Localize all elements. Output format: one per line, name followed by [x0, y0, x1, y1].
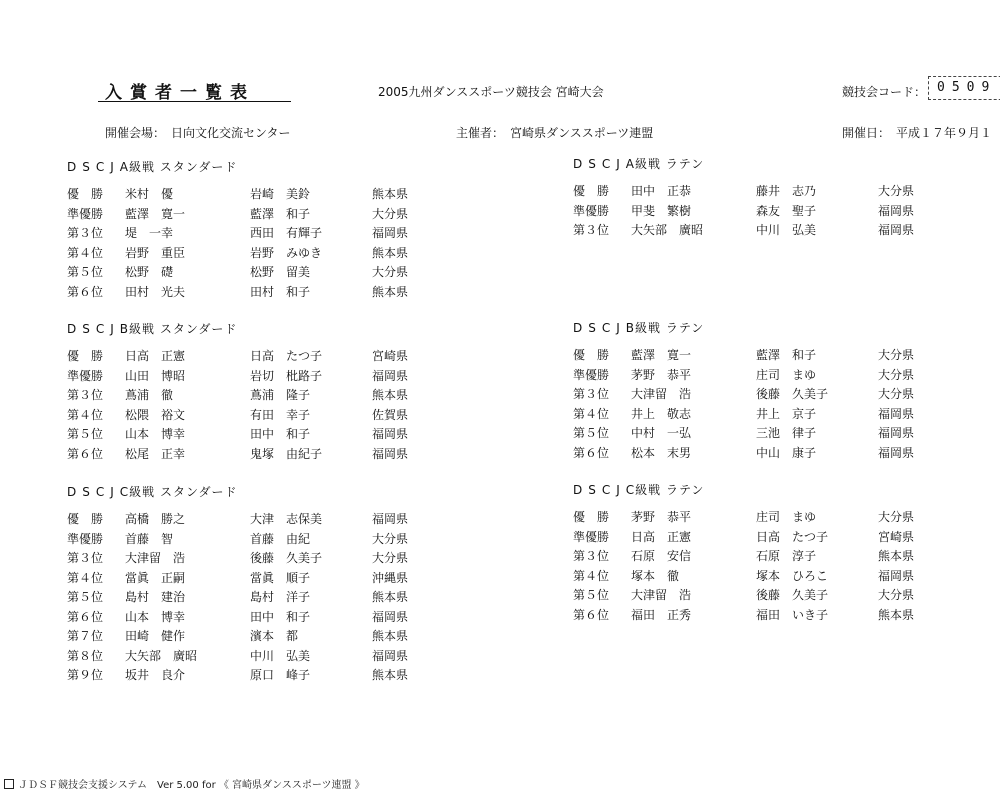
- prefecture: 福岡県: [372, 609, 409, 624]
- rank-cell: 第６位: [67, 446, 104, 461]
- partner-name: 藍澤 和子: [250, 206, 311, 221]
- prefecture: 大分県: [372, 206, 409, 221]
- rank-cell: 第９位: [67, 668, 104, 682]
- prefecture: 大分県: [372, 265, 409, 279]
- leader-name: 井上 敬志: [631, 406, 692, 421]
- partner-name: 大津 志保美: [250, 512, 323, 526]
- venue-text: 開催会場： 日向文化交流センター: [105, 126, 291, 140]
- partner-name: 中山 康子: [756, 445, 817, 460]
- section-a-latin: [573, 155, 915, 241]
- leader-name: 米村 優: [125, 187, 174, 201]
- prefecture: 宮崎県: [878, 529, 915, 544]
- footer-box-icon: [4, 779, 14, 789]
- result-row: [573, 586, 915, 606]
- rank-cell: 準優勝: [67, 531, 104, 546]
- leader-name: 茅野 恭平: [631, 510, 692, 524]
- leader-name: 甲斐 繁樹: [631, 203, 692, 218]
- results-list: [573, 508, 915, 625]
- prefecture: 大分県: [372, 531, 409, 546]
- prefecture: 福岡県: [372, 368, 409, 383]
- result-row: [67, 445, 409, 465]
- rank-cell: 優 勝: [67, 512, 104, 526]
- section-name: C級戦 スタンダード: [119, 485, 238, 499]
- section-a-standard: [67, 158, 409, 302]
- result-row: [573, 424, 915, 444]
- prefecture: 熊本県: [372, 668, 409, 682]
- result-row: [67, 666, 409, 686]
- partner-name: 當眞 順子: [250, 570, 311, 585]
- partner-name: 松野 留美: [250, 265, 311, 279]
- section-title: [67, 158, 237, 176]
- prefecture: 大分県: [878, 510, 915, 524]
- footer-text: ＪＤＳＦ競技会支援システム Ver 5.00 for 《 宮崎県ダンススポーツ連盟 》: [18, 780, 365, 791]
- results-list: [67, 347, 409, 464]
- title-underline: [98, 101, 291, 102]
- leader-name: 中村 一弘: [631, 426, 692, 440]
- partner-name: 藤井 志乃: [756, 184, 817, 198]
- result-row: [67, 569, 409, 589]
- prefecture: 福岡県: [372, 512, 409, 526]
- section-title: [573, 319, 704, 337]
- leader-name: 蔦浦 徹: [125, 388, 174, 402]
- leader-name: 藍澤 寛一: [631, 348, 692, 362]
- result-row: [67, 647, 409, 667]
- rank-cell: 第３位: [67, 226, 104, 240]
- result-row: [67, 283, 409, 303]
- partner-name: 庄司 まゆ: [756, 367, 817, 382]
- section-prefix: DSCJ: [573, 483, 626, 497]
- event-name: 2005九州ダンススポーツ競技会 宮崎大会: [378, 85, 604, 99]
- result-row: [67, 347, 409, 367]
- leader-name: 松本 末男: [631, 445, 692, 460]
- result-row: [67, 263, 409, 283]
- result-row: [573, 508, 915, 528]
- rank-cell: 優 勝: [573, 348, 610, 362]
- leader-name: 當眞 正嗣: [125, 570, 186, 585]
- rank-cell: 第４位: [67, 570, 104, 585]
- result-row: [573, 444, 915, 464]
- leader-name: 山本 博幸: [125, 609, 186, 624]
- partner-name: 濱本 都: [250, 629, 299, 643]
- prefecture: 沖縄県: [372, 570, 409, 585]
- competition-code-box: 0509: [928, 76, 1000, 100]
- partner-name: 鬼塚 由紀子: [250, 446, 323, 461]
- leader-name: 大矢部 廣昭: [631, 223, 704, 237]
- section-title: [67, 320, 237, 338]
- prefecture: 熊本県: [372, 245, 409, 260]
- section-prefix: DSCJ: [67, 160, 120, 174]
- leader-name: 茅野 恭平: [631, 367, 692, 382]
- result-row: [573, 202, 915, 222]
- result-row: [573, 366, 915, 386]
- partner-name: 岩野 みゆき: [250, 245, 323, 260]
- prefecture: 福岡県: [372, 226, 409, 240]
- prefecture: 熊本県: [372, 187, 409, 201]
- partner-name: 森友 聖子: [756, 203, 817, 218]
- leader-name: 藍澤 寛一: [125, 206, 186, 221]
- result-row: [67, 425, 409, 445]
- partner-name: 中川 弘美: [250, 648, 311, 663]
- rank-cell: 準優勝: [67, 368, 104, 383]
- rank-cell: 第４位: [67, 245, 104, 260]
- partner-name: 後藤 久美子: [756, 588, 829, 602]
- partner-name: 有田 幸子: [250, 407, 311, 422]
- prefecture: 熊本県: [372, 629, 409, 643]
- section-name: C級戦 ラテン: [625, 483, 705, 497]
- result-row: [67, 244, 409, 264]
- rank-cell: 準優勝: [573, 203, 610, 218]
- partner-name: 西田 有輝子: [250, 226, 323, 240]
- leader-name: 高橋 勝之: [125, 512, 186, 526]
- result-row: [67, 185, 409, 205]
- leader-name: 日高 正憲: [125, 349, 186, 363]
- leader-name: 堤 一幸: [125, 226, 174, 240]
- results-list: [67, 185, 409, 302]
- result-row: [67, 588, 409, 608]
- rank-cell: 優 勝: [67, 187, 104, 201]
- leader-name: 山本 博幸: [125, 427, 186, 441]
- result-row: [67, 549, 409, 569]
- prefecture: 熊本県: [878, 549, 915, 563]
- result-row: [67, 224, 409, 244]
- rank-cell: 第６位: [67, 284, 104, 299]
- rank-cell: 第５位: [67, 265, 104, 279]
- prefecture: 福岡県: [878, 445, 915, 460]
- section-title: [573, 481, 704, 499]
- prefecture: 熊本県: [878, 607, 915, 622]
- section-name: A級戦 ラテン: [625, 157, 705, 171]
- partner-name: 三池 律子: [756, 426, 817, 440]
- section-b-latin: [573, 319, 915, 463]
- rank-cell: 第５位: [67, 590, 104, 604]
- result-row: [573, 547, 915, 567]
- section-prefix: DSCJ: [573, 321, 626, 335]
- result-row: [573, 606, 915, 626]
- leader-name: 日高 正憲: [631, 529, 692, 544]
- partner-name: 福田 いき子: [756, 607, 829, 622]
- partner-name: 日高 たつ子: [756, 529, 829, 544]
- section-name: B級戦 ラテン: [625, 321, 705, 335]
- result-row: [67, 205, 409, 225]
- partner-name: 藍澤 和子: [756, 348, 817, 362]
- rank-cell: 第３位: [573, 223, 610, 237]
- page-title: 入賞者一覧表: [105, 83, 255, 103]
- prefecture: 大分県: [878, 348, 915, 362]
- prefecture: 熊本県: [372, 590, 409, 604]
- section-title: [67, 483, 238, 501]
- partner-name: 後藤 久美子: [756, 387, 829, 401]
- prefecture: 福岡県: [878, 426, 915, 440]
- partner-name: 庄司 まゆ: [756, 510, 817, 524]
- leader-name: 島村 建治: [125, 590, 186, 604]
- result-row: [573, 385, 915, 405]
- section-prefix: DSCJ: [573, 157, 626, 171]
- rank-cell: 第６位: [573, 445, 610, 460]
- section-name: B級戦 スタンダード: [119, 322, 238, 336]
- result-row: [573, 346, 915, 366]
- prefecture: 大分県: [878, 184, 915, 198]
- partner-name: 塚本 ひろこ: [756, 568, 829, 583]
- competition-code-label: 競技会コード：: [842, 85, 927, 99]
- partner-name: 田中 和子: [250, 609, 311, 624]
- partner-name: 井上 京子: [756, 406, 817, 421]
- leader-name: 松隈 裕文: [125, 407, 186, 422]
- section-c-latin: [573, 481, 915, 625]
- partner-name: 石原 淳子: [756, 549, 817, 563]
- organizer-text: 主催者： 宮崎県ダンススポーツ連盟: [456, 126, 654, 140]
- rank-cell: 第３位: [67, 551, 104, 565]
- prefecture: 福岡県: [878, 406, 915, 421]
- rank-cell: 第４位: [573, 406, 610, 421]
- leader-name: 田村 光夫: [125, 284, 186, 299]
- results-list: [573, 182, 915, 241]
- result-row: [67, 406, 409, 426]
- prefecture: 大分県: [878, 588, 915, 602]
- result-row: [67, 510, 409, 530]
- result-row: [573, 528, 915, 548]
- rank-cell: 第３位: [67, 388, 104, 402]
- prefecture: 福岡県: [878, 568, 915, 583]
- leader-name: 田中 正恭: [631, 184, 692, 198]
- section-c-standard: [67, 483, 409, 686]
- partner-name: 原口 峰子: [250, 668, 311, 682]
- rank-cell: 準優勝: [573, 529, 610, 544]
- partner-name: 島村 洋子: [250, 590, 311, 604]
- section-title: [573, 155, 704, 173]
- partner-name: 岩切 枇路子: [250, 368, 323, 383]
- results-list: [573, 346, 915, 463]
- leader-name: 大矢部 廣昭: [125, 648, 198, 663]
- prefecture: 大分県: [878, 387, 915, 401]
- prefecture: 福岡県: [878, 223, 915, 237]
- leader-name: 大津留 浩: [125, 551, 186, 565]
- rank-cell: 第４位: [67, 407, 104, 422]
- result-row: [67, 627, 409, 647]
- result-row: [67, 367, 409, 387]
- leader-name: 松尾 正幸: [125, 446, 186, 461]
- rank-cell: 第５位: [67, 427, 104, 441]
- prefecture: 熊本県: [372, 388, 409, 402]
- partner-name: 日高 たつ子: [250, 349, 323, 363]
- leader-name: 坂井 良介: [125, 668, 186, 682]
- result-row: [573, 182, 915, 202]
- leader-name: 大津留 浩: [631, 588, 692, 602]
- leader-name: 山田 博昭: [125, 368, 186, 383]
- partner-name: 蔦浦 隆子: [250, 388, 311, 402]
- rank-cell: 第５位: [573, 426, 610, 440]
- result-row: [67, 608, 409, 628]
- partner-name: 中川 弘美: [756, 223, 817, 237]
- prefecture: 福岡県: [372, 648, 409, 663]
- leader-name: 大津留 浩: [631, 387, 692, 401]
- section-prefix: DSCJ: [67, 322, 120, 336]
- leader-name: 塚本 徹: [631, 568, 680, 583]
- rank-cell: 準優勝: [67, 206, 104, 221]
- prefecture: 宮崎県: [372, 349, 409, 363]
- prefecture: 福岡県: [372, 427, 409, 441]
- rank-cell: 優 勝: [573, 184, 610, 198]
- rank-cell: 第３位: [573, 549, 610, 563]
- result-row: [573, 567, 915, 587]
- partner-name: 田中 和子: [250, 427, 311, 441]
- rank-cell: 第６位: [573, 607, 610, 622]
- footer: [4, 776, 365, 791]
- leader-name: 石原 安信: [631, 549, 692, 563]
- prefecture: 熊本県: [372, 284, 409, 299]
- rank-cell: 第８位: [67, 648, 104, 663]
- leader-name: 首藤 智: [125, 531, 174, 546]
- rank-cell: 優 勝: [67, 349, 104, 363]
- rank-cell: 第７位: [67, 629, 104, 643]
- section-name: A級戦 スタンダード: [119, 160, 238, 174]
- leader-name: 松野 礎: [125, 265, 174, 279]
- prefecture: 福岡県: [878, 203, 915, 218]
- rank-cell: 第４位: [573, 568, 610, 583]
- leader-name: 田崎 健作: [125, 629, 186, 643]
- results-list: [67, 510, 409, 686]
- prefecture: 大分県: [878, 367, 915, 382]
- leader-name: 岩野 重臣: [125, 245, 186, 260]
- result-row: [573, 221, 915, 241]
- prefecture: 福岡県: [372, 446, 409, 461]
- section-b-standard: [67, 320, 409, 464]
- result-row: [573, 405, 915, 425]
- prefecture: 佐賀県: [372, 407, 409, 422]
- result-row: [67, 530, 409, 550]
- section-prefix: DSCJ: [67, 485, 120, 499]
- partner-name: 田村 和子: [250, 284, 311, 299]
- rank-cell: 第３位: [573, 387, 610, 401]
- prefecture: 大分県: [372, 551, 409, 565]
- rank-cell: 第５位: [573, 588, 610, 602]
- result-row: [67, 386, 409, 406]
- leader-name: 福田 正秀: [631, 607, 692, 622]
- date-text: 開催日： 平成１７年９月１: [842, 126, 993, 140]
- partner-name: 後藤 久美子: [250, 551, 323, 565]
- rank-cell: 優 勝: [573, 510, 610, 524]
- rank-cell: 第６位: [67, 609, 104, 624]
- partner-name: 岩崎 美鈴: [250, 187, 311, 201]
- partner-name: 首藤 由紀: [250, 531, 311, 546]
- rank-cell: 準優勝: [573, 367, 610, 382]
